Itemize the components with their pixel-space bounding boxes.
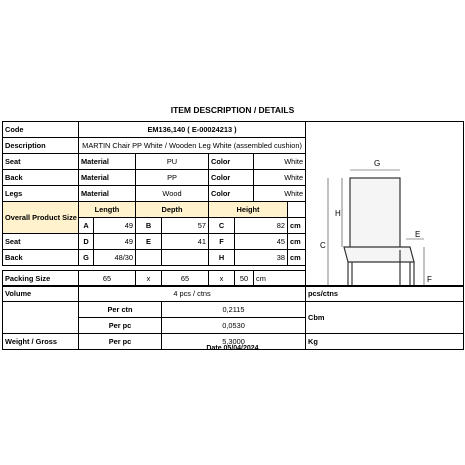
dim-key: D xyxy=(79,234,94,250)
material-value: PP xyxy=(136,170,209,186)
material-label: Material xyxy=(79,170,136,186)
per-ctn-label: Per ctn xyxy=(79,302,162,318)
packing-x2: x xyxy=(209,271,235,287)
packing-length: 65 xyxy=(79,271,136,287)
dim-value: 82 xyxy=(235,218,288,234)
description-value: MARTIN Chair PP White / Wooden Leg White (assembled cushion) xyxy=(79,138,306,154)
color-value: White xyxy=(254,154,306,170)
dim-unit: cm xyxy=(288,234,306,250)
packing-label: Packing Size xyxy=(3,271,79,287)
dim-value: 38 xyxy=(235,250,288,266)
unit-header-blank xyxy=(288,202,306,218)
color-value: White xyxy=(254,186,306,202)
color-label: Color xyxy=(209,186,254,202)
dim-key: H xyxy=(209,250,235,266)
height-header: Height xyxy=(209,202,288,218)
dim-value: 48/30 xyxy=(94,250,136,266)
dim-value: 57 xyxy=(162,218,209,234)
dim-value: 45 xyxy=(235,234,288,250)
dim-key: E xyxy=(136,234,162,250)
material-label: Material xyxy=(79,154,136,170)
dim-unit: cm xyxy=(288,218,306,234)
dim-row-label: Back xyxy=(3,250,79,266)
chair-drawing: G H C E F B A xyxy=(320,159,432,328)
part-label: Back xyxy=(3,170,79,186)
per-pc-value: 0,0530 xyxy=(162,318,306,334)
weight-unit: Kg xyxy=(306,334,464,350)
chair-seat xyxy=(344,247,414,262)
dim-key xyxy=(136,250,162,266)
dim-value: 41 xyxy=(162,234,209,250)
cbm-unit: Cbm xyxy=(306,302,464,334)
drawing-letter-e: E xyxy=(415,230,421,239)
per-pc-label: Per pc xyxy=(79,318,162,334)
weight-sub-label: Per pc xyxy=(79,334,162,350)
per-ctn-value: 0,2115 xyxy=(162,302,306,318)
code-label: Code xyxy=(3,122,79,138)
packing-unit: cm xyxy=(254,271,306,287)
material-value: Wood xyxy=(136,186,209,202)
drawing-letter-c: C xyxy=(320,241,326,250)
dim-key: F xyxy=(209,234,235,250)
part-label: Legs xyxy=(3,186,79,202)
chair-backrest xyxy=(350,178,400,250)
dim-value xyxy=(162,250,209,266)
length-header: Length xyxy=(79,202,136,218)
volume-weight-table xyxy=(2,285,464,350)
color-label: Color xyxy=(209,154,254,170)
dim-key: A xyxy=(79,218,94,234)
depth-header: Depth xyxy=(136,202,209,218)
weight-value: 5,3000 xyxy=(162,334,306,350)
code-value: EM136,140 ( E-00024213 ) xyxy=(79,122,306,138)
drawing-letter-f: F xyxy=(427,275,432,284)
dim-key: G xyxy=(79,250,94,266)
part-label: Seat xyxy=(3,154,79,170)
dim-unit: cm xyxy=(288,250,306,266)
volume-unit: pcs/ctns xyxy=(306,286,464,302)
description-label: Description xyxy=(3,138,79,154)
packing-height: 50 xyxy=(235,271,254,287)
drawing-letter-g: G xyxy=(374,159,381,168)
volume-label: Volume xyxy=(3,286,79,302)
per-blank xyxy=(3,302,79,334)
color-value: White xyxy=(254,170,306,186)
date-stamp: Date 05/04/2024 xyxy=(206,345,259,352)
overall-size-label: Overall Product Size xyxy=(3,202,79,234)
dim-key: C xyxy=(209,218,235,234)
weight-label: Weight / Gross xyxy=(3,334,79,350)
dim-value: 49 xyxy=(94,234,136,250)
material-value: PU xyxy=(136,154,209,170)
packing-x1: x xyxy=(136,271,162,287)
color-label: Color xyxy=(209,170,254,186)
packing-width: 65 xyxy=(162,271,209,287)
drawing-letter-h: H xyxy=(335,209,341,218)
material-label: Material xyxy=(79,186,136,202)
page-title: ITEM DESCRIPTION / DETAILS xyxy=(170,105,295,115)
dim-row-label: Seat xyxy=(3,234,79,250)
dim-value: 49 xyxy=(94,218,136,234)
volume-value: 4 pcs / ctns xyxy=(79,286,306,302)
dim-key: B xyxy=(136,218,162,234)
